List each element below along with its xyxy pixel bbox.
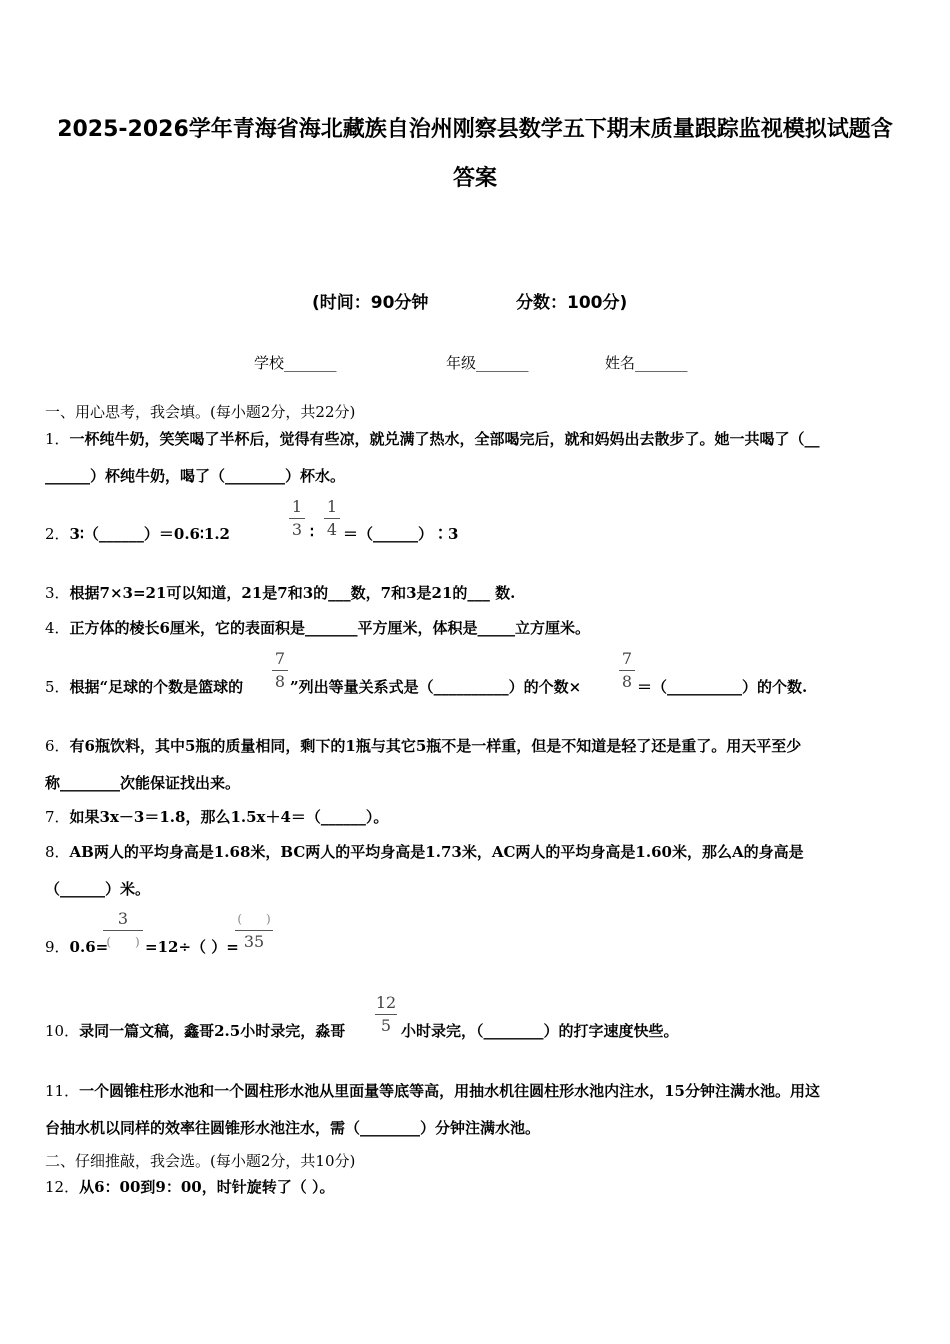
fraction-denominator: 8	[274, 672, 286, 691]
question-number: 2．	[45, 525, 70, 543]
question-text: 根据7×3=21可以知道，21是7和3的___数，7和3是21的___ 数.	[69, 584, 516, 602]
question-2	[45, 523, 230, 544]
question-12	[45, 1176, 334, 1197]
fraction-numerator: 12	[375, 993, 397, 1012]
grade-field: 年级_______	[446, 354, 529, 372]
fraction-numerator: 1	[326, 497, 338, 516]
fraction-denominator: ( )	[106, 935, 140, 949]
question-text: 从6：00到9：00，时针旋转了（ ）。	[79, 1178, 335, 1196]
fraction-one-fourth	[324, 497, 340, 540]
question-10-tail: 小时录完，（________）的打字速度快些。	[401, 1022, 679, 1040]
fraction-one-third	[289, 497, 305, 540]
question-text: AB两人的平均身高是1.68米，BC两人的平均身高是1.73米，AC两人的平均身高是1.60米，那么A的身高是	[69, 843, 804, 861]
fraction-denominator: 8	[621, 672, 633, 691]
doc-title-line1: 2025-2026学年青海省海北藏族自治州刚察县数学五下期末质量跟踪监视模拟试题含	[57, 117, 893, 142]
question-text: 正方体的棱长6厘米，它的表面积是_______平方厘米，体积是_____立方厘米。	[69, 619, 590, 637]
fraction-numerator: 7	[274, 649, 286, 668]
question-1-line1	[45, 428, 820, 449]
question-5	[45, 676, 243, 697]
question-number: 1．	[45, 430, 70, 448]
question-1-line2: ______）杯纯牛奶，喝了（________）杯水。	[45, 467, 346, 485]
section1-header: 一、用心思考，我会填。(每小题2分，共22分)	[45, 403, 356, 421]
question-text: 根据“足球的个数是篮球的	[69, 678, 244, 696]
fraction-denominator: 3	[291, 520, 303, 539]
fraction-blank-over-35	[235, 909, 273, 952]
ratio-colon: ∶	[310, 523, 314, 541]
fraction-seven-eighths	[619, 649, 635, 692]
fraction-denominator: 5	[380, 1016, 392, 1035]
fraction-numerator: 3	[117, 909, 129, 928]
question-6-line2: 称________次能保证找出来。	[45, 774, 241, 792]
fraction-numerator: ( )	[237, 912, 271, 926]
question-10	[45, 1020, 345, 1041]
question-number: 4．	[45, 619, 70, 637]
question-2-tail: ＝（______）∶3	[343, 525, 459, 543]
question-text: 如果3x－3＝1.8，那么1.5x＋4＝（______）。	[69, 808, 389, 826]
question-number: 8．	[45, 843, 70, 861]
fraction-numerator: 7	[621, 649, 633, 668]
question-text: 3∶（______）＝0.6∶1.2	[69, 525, 230, 543]
question-number: 6．	[45, 737, 70, 755]
fraction-denominator: 4	[326, 520, 338, 539]
question-number: 3．	[45, 584, 70, 602]
exam-score: 分数：100分)	[516, 293, 628, 313]
question-text: 一个圆锥柱形水池和一个圆柱形水池从里面量等底等高，用抽水机往圆柱形水池内注水，15分钟注满水池。用这	[79, 1082, 820, 1100]
question-7	[45, 806, 388, 827]
question-8-line1	[45, 841, 804, 862]
question-text: 录同一篇文稿，鑫哥2.5小时录完，淼哥	[79, 1022, 346, 1040]
question-number: 7．	[45, 808, 70, 826]
fraction-twelve-fifths	[375, 993, 397, 1036]
question-number: 12．	[45, 1178, 80, 1196]
question-11-line1	[45, 1080, 820, 1101]
question-8-line2: （______）米。	[45, 880, 151, 898]
exam-time: (时间：90分钟	[312, 293, 429, 313]
fraction-denominator: 35	[243, 932, 265, 951]
question-number: 10．	[45, 1022, 80, 1040]
question-9-middle: =12÷（ ）=	[145, 938, 239, 956]
question-text: 有6瓶饮料，其中5瓶的质量相同，剩下的1瓶与其它5瓶不是一样重，但是不知道是轻了还是重了。用天平至少	[69, 737, 802, 755]
section2-header: 二、仔细推敲，我会选。(每小题2分，共10分)	[45, 1152, 356, 1170]
question-3	[45, 582, 515, 603]
question-5-middle: ”列出等量关系式是（__________）的个数×	[290, 678, 582, 696]
question-6-line1	[45, 735, 801, 756]
question-number: 5．	[45, 678, 70, 696]
name-field: 姓名_______	[605, 354, 688, 372]
question-11-line2: 台抽水机以同样的效率往圆锥形水池注水，需（________）分钟注满水池。	[45, 1119, 541, 1137]
school-field: 学校_______	[254, 354, 337, 372]
question-5-tail: ＝（__________）的个数.	[637, 678, 808, 696]
question-number: 9．	[45, 938, 70, 956]
doc-title-line2: 答案	[452, 166, 497, 191]
fraction-seven-eighths	[272, 649, 288, 692]
question-number: 11．	[45, 1082, 80, 1100]
question-text: 0.6=	[69, 938, 109, 956]
question-4	[45, 617, 590, 638]
question-9	[45, 936, 108, 957]
question-text: 一杯纯牛奶，笑笑喝了半杯后，觉得有些凉，就兑满了热水，全部喝完后，就和妈妈出去散步了。她一共喝了（__	[69, 430, 820, 448]
fraction-numerator: 1	[291, 497, 303, 516]
fraction-three-over-blank	[103, 909, 143, 952]
